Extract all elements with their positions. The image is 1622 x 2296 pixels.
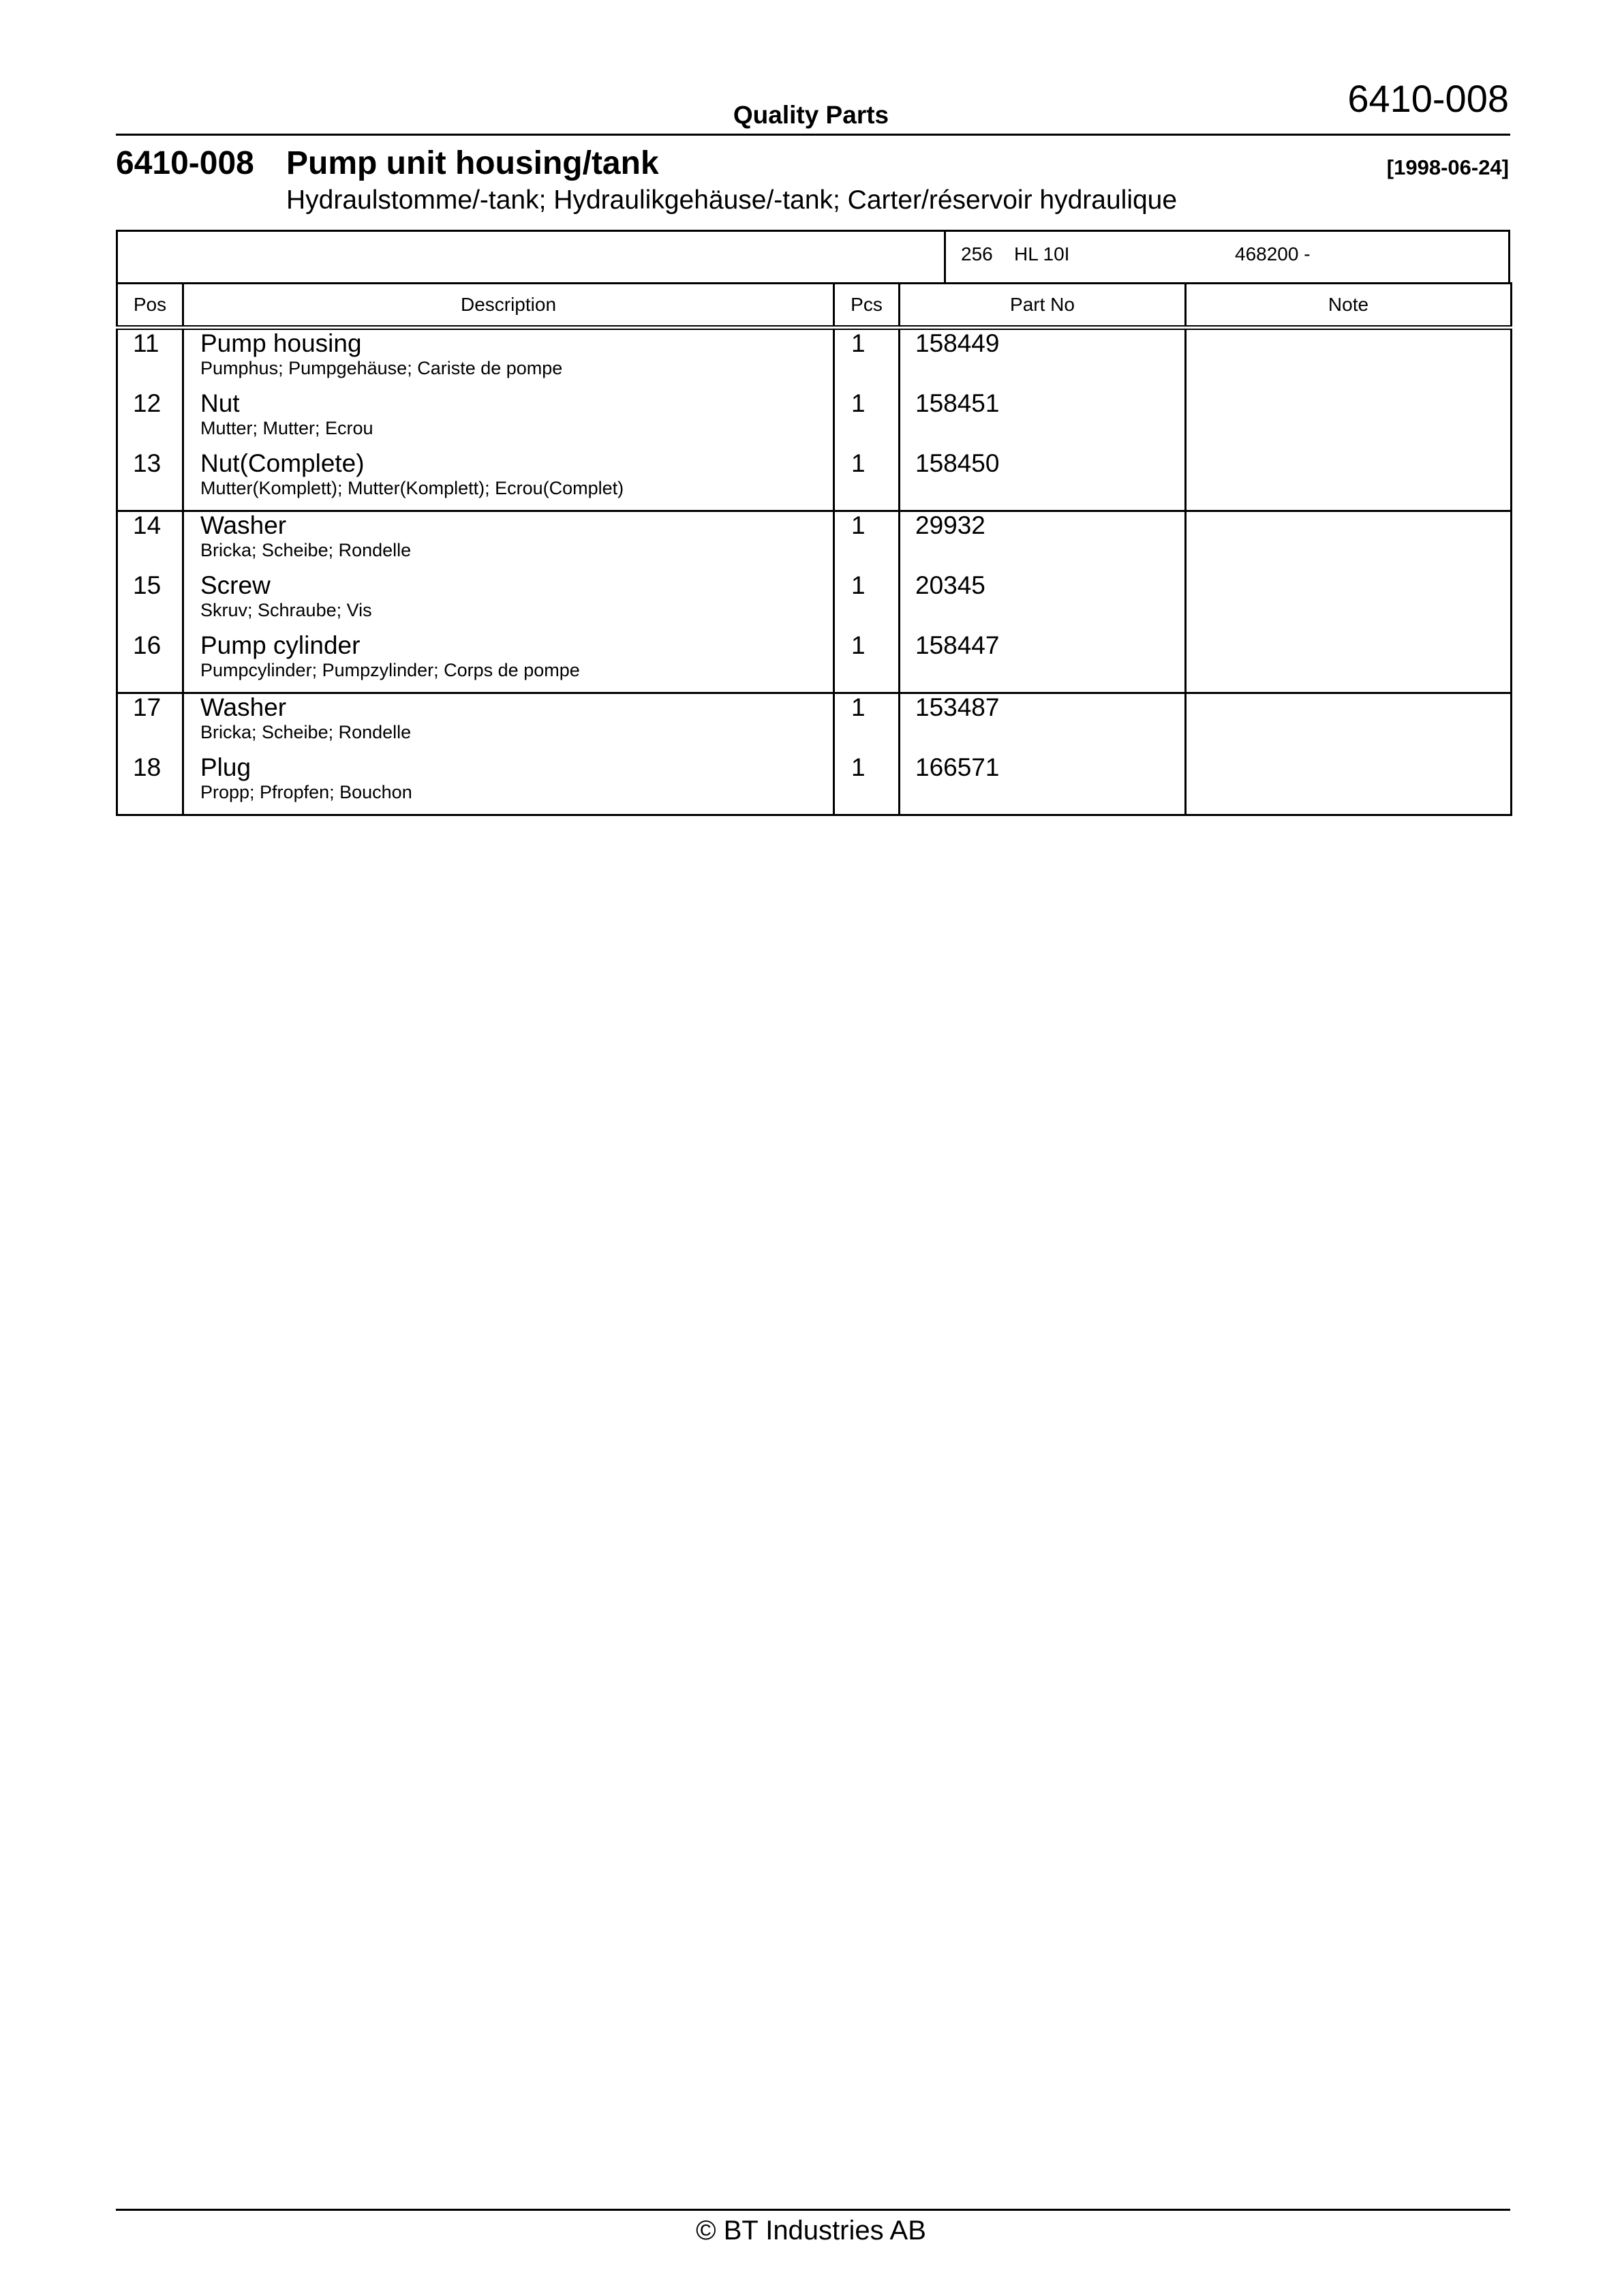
model-serial: 468200 - (1235, 243, 1311, 265)
row-pcs: 1 (851, 449, 866, 477)
row-description: Nut (200, 389, 240, 417)
row-part-no: 153487 (915, 693, 1000, 721)
row-note (1186, 511, 1512, 573)
table-row (117, 328, 1512, 391)
row-pcs: 1 (851, 753, 866, 781)
row-note (1186, 328, 1512, 391)
model-name: HL 10I (1014, 243, 1070, 265)
row-note (1186, 390, 1512, 450)
row-description: Nut(Complete) (200, 449, 365, 477)
model-divider (944, 230, 946, 284)
row-description: Washer (200, 693, 287, 721)
parts-table (116, 282, 1512, 816)
table-row (117, 390, 1512, 450)
row-pos: 14 (133, 511, 162, 539)
doc-code: 6410-008 (116, 145, 254, 181)
col-header-pcs: Pcs (834, 284, 900, 328)
table-header-row (117, 284, 1512, 328)
row-part-no: 29932 (915, 511, 985, 539)
row-description: Pump cylinder (200, 631, 361, 659)
row-part-no: 158447 (915, 631, 1000, 659)
footer-copyright: © BT Industries AB (696, 2216, 926, 2246)
doc-subtitle: Hydraulstomme/-tank; Hydraulikgehäuse/-tank; Carter/réservoir hydraulique (286, 185, 1178, 215)
row-pos: 18 (133, 753, 162, 781)
model-number: 256 (961, 243, 993, 265)
row-pcs: 1 (851, 631, 866, 659)
col-header-description: Description (183, 284, 834, 328)
header-doc-number: 6410-008 (1347, 77, 1509, 120)
row-pcs: 1 (851, 571, 866, 599)
row-description: Pump housing (200, 329, 362, 357)
row-note (1186, 572, 1512, 632)
row-description-translations: Pumpcylinder; Pumpzylinder; Corps de pompe (200, 660, 580, 680)
row-pos: 13 (133, 449, 162, 477)
row-description-translations: Bricka; Scheibe; Rondelle (200, 722, 412, 742)
row-description: Plug (200, 753, 251, 781)
row-pos: 16 (133, 631, 162, 659)
table-row (117, 572, 1512, 632)
row-pos: 12 (133, 389, 162, 417)
row-pos: 17 (133, 693, 162, 721)
row-description: Washer (200, 511, 287, 539)
row-pos: 15 (133, 571, 162, 599)
col-header-note: Note (1186, 284, 1512, 328)
row-note (1186, 693, 1512, 755)
row-description: Screw (200, 571, 271, 599)
row-pcs: 1 (851, 693, 866, 721)
row-description-translations: Propp; Pfropfen; Bouchon (200, 782, 412, 802)
header-rule (116, 134, 1510, 136)
table-row (117, 754, 1512, 815)
row-part-no: 158451 (915, 389, 1000, 417)
header-title: Quality Parts (733, 101, 889, 129)
table-row (117, 511, 1512, 573)
row-pcs: 1 (851, 511, 866, 539)
row-part-no: 158449 (915, 329, 1000, 357)
row-note (1186, 754, 1512, 815)
row-description-translations: Bricka; Scheibe; Rondelle (200, 540, 412, 560)
doc-date: [1998-06-24] (1386, 155, 1509, 179)
col-header-part-no: Part No (900, 284, 1186, 328)
row-pcs: 1 (851, 329, 866, 357)
row-description-translations: Mutter; Mutter; Ecrou (200, 418, 373, 438)
row-description-translations: Mutter(Komplett); Mutter(Komplett); Ecrou(Complet) (200, 478, 624, 498)
table-row (117, 450, 1512, 511)
row-description-translations: Skruv; Schraube; Vis (200, 600, 372, 620)
footer-rule (116, 2209, 1510, 2211)
row-pos: 11 (133, 329, 159, 357)
row-part-no: 166571 (915, 753, 1000, 781)
col-header-pos: Pos (117, 284, 183, 328)
row-part-no: 20345 (915, 571, 985, 599)
table-row (117, 693, 1512, 755)
row-note (1186, 450, 1512, 511)
row-note (1186, 632, 1512, 693)
row-pcs: 1 (851, 389, 866, 417)
doc-title: Pump unit housing/tank (286, 145, 659, 181)
row-description-translations: Pumphus; Pumpgehäuse; Cariste de pompe (200, 358, 563, 378)
table-row (117, 632, 1512, 693)
row-part-no: 158450 (915, 449, 1000, 477)
